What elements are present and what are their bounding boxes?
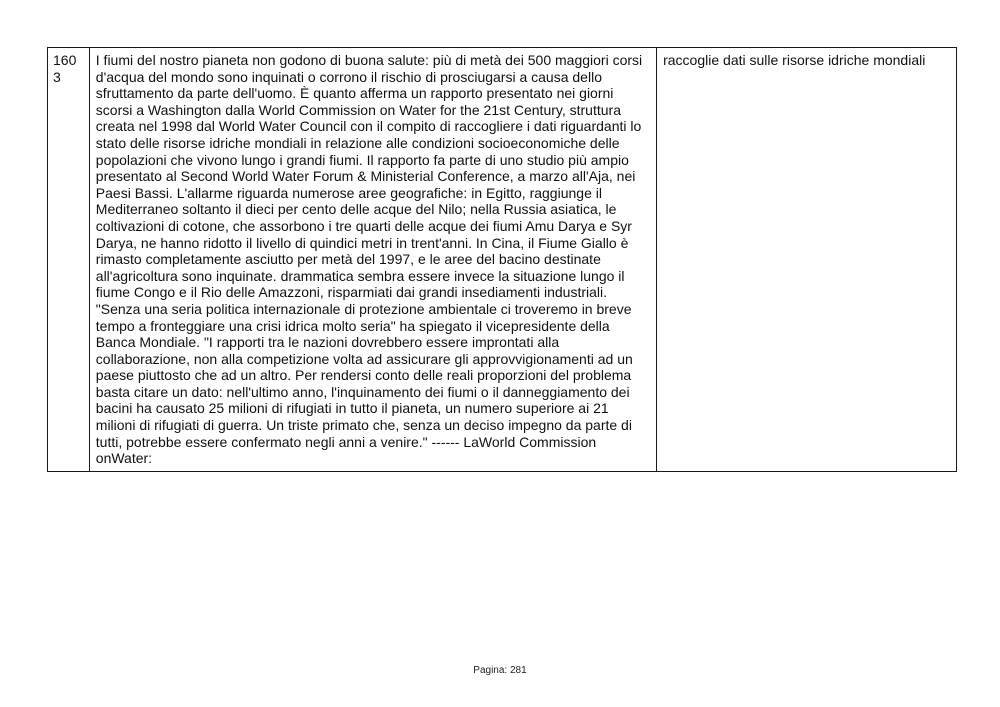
page-number-footer: Pagina: 281	[473, 665, 527, 676]
record-note-cell: raccoglie dati sulle risorse idriche mondiali	[657, 48, 957, 472]
record-text-cell: I fiumi del nostro pianeta non godono di buona salute: più di metà dei 500 maggiori corsi d'acqua del mondo sono inquinati o corrono il rischio di prosciugarsi a causa dello sfruttamento da parte dell'uomo. È quanto afferma un rapporto presentato nei giorni scorsi a Washington dalla World Commission on Water for the 21st Century, struttura creata nel 1998 dal World Water Council con il compito di raccogliere i dati riguardanti lo stato delle risorse idriche mondiali in relazione alle condizioni socioeconomiche delle popolazioni che vivono lungo i grandi fiumi. Il rapporto fa parte di uno studio più ampio presentato al Second World Water Forum & Ministerial Conference, a marzo all'Aja, nei Paesi Bassi. L'allarme riguarda numerose aree geografiche: in Egitto, raggiunge il Mediterraneo soltanto il dieci per cento delle acque del Nilo; nella Russia asiatica, le coltivazioni di cotone, che assorbono i tre quarti delle acque dei fiumi Amu Darya e Syr Darya, ne hanno ridotto il livello di quindici metri in trent'anni. In Cina, il Fiume Giallo è rimasto completamente asciutto per metà del 1997, e le aree del bacino destinate all'agricoltura sono inquinate. drammatica sembra essere invece la situazione lungo il fiume Congo e il Rio delle Amazzoni, risparmiati dai grandi insediamenti industriali. "Senza una seria politica internazionale di protezione ambientale ci troveremo in breve tempo a fronteggiare una crisi idrica molto seria" ha spiegato il vicepresidente della Banca Mondiale. "I rapporti tra le nazioni dovrebbero essere improntati alla collaborazione, non alla competizione volta ad assicurare gli approvvigionamenti ad un paese piuttosto che ad un altro. Per rendersi conto delle reali proporzioni del problema basta citare un dato: nell'ultimo anno, l'inquinamento dei fiumi o il danneggiamento dei bacini ha causato 25 milioni di rifugiati in tutto il pianeta, un numero superiore ai 21 milioni di rifugiati di guerra. Un triste primato che, senza un deciso impegno da parte di tutti, potrebbe essere confermato negli anni a venire." ------ LaWorld Commission onWater:	[89, 48, 656, 472]
table-row	[48, 48, 957, 472]
records-table	[47, 47, 957, 472]
record-id-cell: 1603	[48, 48, 90, 472]
